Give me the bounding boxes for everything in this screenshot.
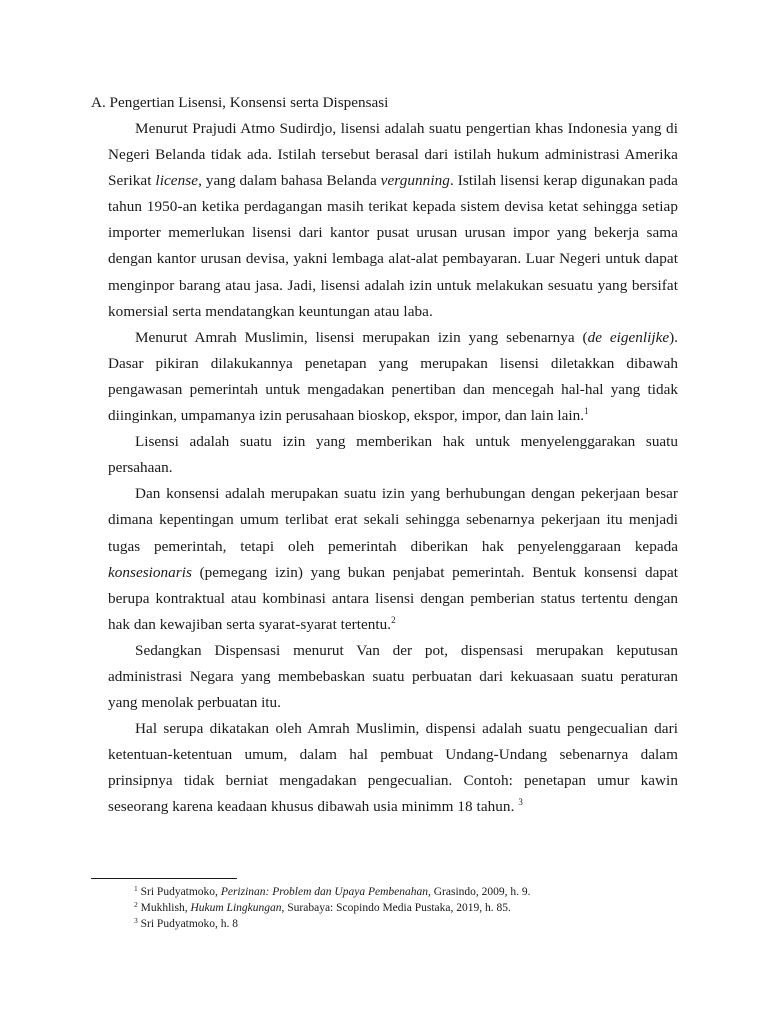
footnote-author: Sri Pudyatmoko, [140, 886, 221, 898]
body-text [108, 116, 678, 821]
footnote-ref: 2 [391, 614, 396, 625]
section-heading: A. Pengertian Lisensi, Konsensi serta Dispensasi [91, 94, 389, 111]
paragraph-dispensi-example [108, 716, 678, 820]
footnote-author: Sri Pudyatmoko, h. 8 [140, 918, 239, 930]
italic-term: license [155, 172, 199, 190]
paragraph-text: Menurut Prajudi Atmo Sudirdjo, lisensi adalah suatu pengertian khas Indonesia yang di Negeri Belanda tidak ada. Istilah tersebut berasal dari istilah hukum administrasi Amerika Serikat [108, 120, 678, 190]
paragraph-dispensasi: Sedangkan Dispensasi menurut Van der pot, dispensasi merupakan keputusan administrasi Negara yang membebaskan suatu perbuatan dari kekuasaan suatu peraturan yang menolak perbuatan itu. [108, 641, 678, 712]
italic-term: vergunning [380, 172, 450, 190]
paragraph-text: Menurut Amrah Muslimin, lisensi merupakan izin yang sebenarnya ( [135, 328, 588, 346]
footnote-ref: 1 [584, 406, 589, 417]
footnote-title: Hukum Lingkungan [190, 902, 282, 914]
footnote-ref: 3 [518, 797, 523, 808]
footnote-author: Mukhlish, [140, 902, 191, 914]
footnote-item [134, 900, 531, 916]
italic-term: de eigenlijke [587, 328, 670, 346]
paragraph-konsensi [108, 481, 678, 638]
footnotes [134, 884, 531, 932]
paragraph-amrah-muslimin [108, 325, 678, 429]
italic-term: konsesionaris [108, 563, 192, 581]
paragraph-text: , yang dalam bahasa Belanda [198, 172, 381, 190]
footnote-item [134, 884, 531, 900]
paragraph-text: Dan konsensi adalah merupakan suatu izin yang berhubungan dengan pekerjaan besar dimana kepentingan umum terlibat erat sekali sehingga sebenarnya pekerjaan itu menjadi tugas pemerintah, tetapi oleh pemerintah diberikan hak penyelenggaraan kepada [108, 485, 678, 555]
footnote-separator [91, 878, 237, 879]
paragraph-lisensi-definition [108, 116, 678, 325]
paragraph-text: Hal serupa dikatakan oleh Amrah Muslimin, dispensi adalah suatu pengecualian dari ketentuan-ketentuan umum, dalam hal pembuat Undang-Undang sebenarnya dalam prinsipnya tidak berniat mengadakan pengecualian. Contoh: penetapan umur kawin seseorang karena keadaan khusus dibawah usia minimm 18 tahun. [108, 720, 678, 816]
footnote-details: , Surabaya: Scopindo Media Pustaka, 2019, h. 85. [281, 902, 511, 914]
paragraph-text: (pemegang izin) yang bukan penjabat pemerintah. Bentuk konsensi dapat berupa kontraktual atau kombinasi antara lisensi dengan pemberian status tertentu dengan hak dan kewajiban serta syarat-syarat tertentu. [108, 563, 678, 633]
footnote-number: 1 [134, 884, 138, 893]
paragraph-lisensi-izin: Lisensi adalah suatu izin yang memberikan hak untuk menyelenggarakan suatu persahaan. [108, 433, 678, 477]
footnote-number: 3 [134, 916, 138, 925]
footnote-details: , Grasindo, 2009, h. 9. [428, 886, 531, 898]
footnote-item [134, 916, 531, 932]
paragraph-text: . Istilah lisensi kerap digunakan pada tahun 1950-an ketika perdagangan masih terikat kepada sistem devisa ketat sehingga setiap importer memerlukan lisensi dari kantor pusat urusan urusan impor yang bekerja sama dengan kantor urusan devisa, yakni lembaga alat-alat pembayaran. Luar Negeri untuk dapat menginpor barang atau jasa. Jadi, lisensi adalah izin untuk melakukan sesuatu yang bersifat komersial serta mendatangkan keuntungan atau laba. [108, 172, 678, 320]
footnote-number: 2 [134, 900, 138, 909]
paragraph-text: ). Dasar pikiran dilakukannya penetapan yang merupakan lisensi diletakkan dibawah pengawasan pemerintah untuk mengadakan penertiban dan mencegah hal-hal yang tidak diinginkan, umpamanya izin perusahaan bioskop, ekspor, impor, dan lain lain. [108, 328, 678, 425]
footnote-title: Perizinan: Problem dan Upaya Pembenahan [220, 886, 428, 898]
